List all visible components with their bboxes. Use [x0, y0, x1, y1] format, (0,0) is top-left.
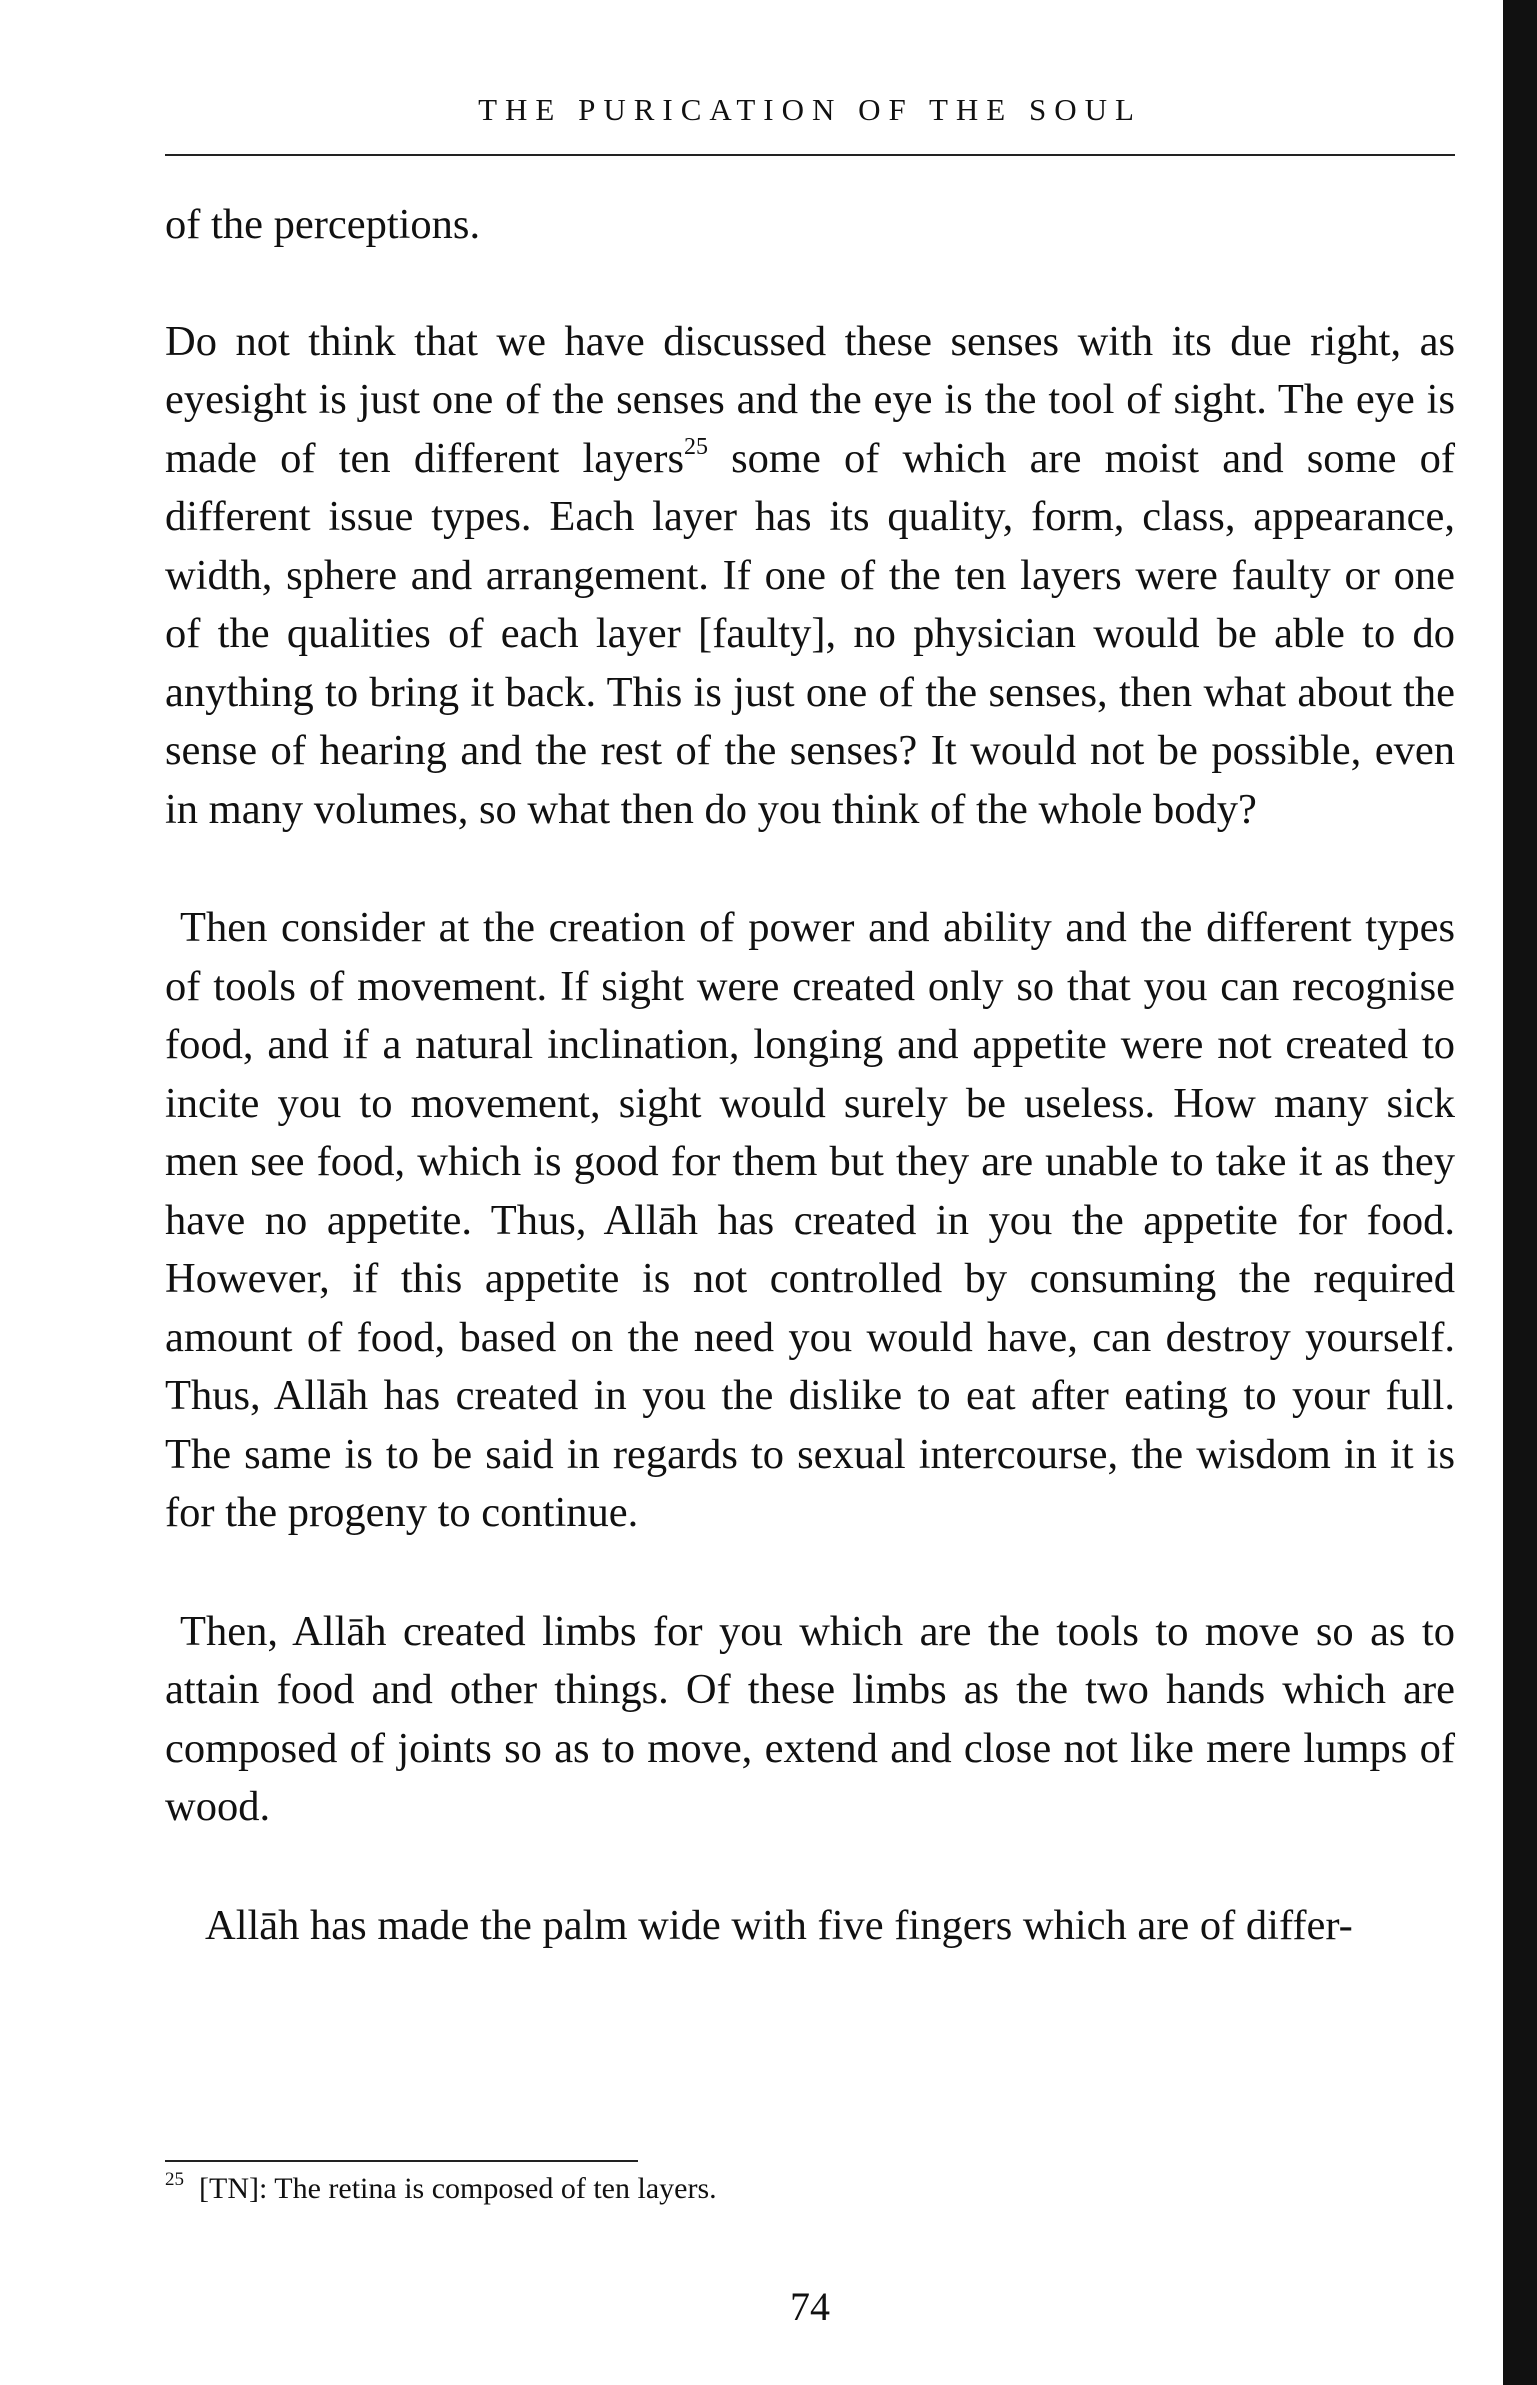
footnote-marker: 25: [165, 2169, 184, 2190]
paragraph-2: [165, 313, 1455, 840]
footnote-text: [TN]: The retina is composed of ten layers.: [199, 2172, 717, 2205]
paragraph-2-text-after: some of which are moist and some of different issue types. Each layer has its quality, form, class, appearance, width, sphere and arrangement. If one of the ten layers were faulty or one of the qualities of each layer [faulty], no physician would be able to do anything to bring it back. This is just one of the senses, then what about the sense of hearing and the rest of the senses? It would not be possible, even in many volumes, so what then do you think of the whole body?: [165, 434, 1455, 833]
page-edge-shadow: [1503, 0, 1537, 2385]
footnote-reference: 25: [683, 433, 708, 460]
running-header: THE PURICATION OF THE SOUL: [478, 92, 1142, 127]
body-text: [165, 196, 1455, 1955]
page-number: 74: [790, 2284, 830, 2329]
paragraph-1: of the perceptions.: [165, 201, 481, 248]
footnote-rule: [165, 2160, 638, 2162]
paragraph-3: Then consider at the creation of power and ability and the different types of tools of movement. If sight were created only so that you can recognise food, and if a natural inclination, longing and appetite were not created to incite you to movement, sight would surely be useless. How many sick men see food, which is good for them but they are unable to take it as they have no appetite. Thus, Allāh has created in you the appetite for food. However, if this appetite is not controlled by consuming the required amount of food, based on the need you would have, can destroy yourself. Thus, Allāh has created in you the dislike to eat after eating to your full. The same is to be said in regards to sexual intercourse, the wisdom in it is for the progeny to continue.: [165, 904, 1455, 1536]
paragraph-4: Then, Allāh created limbs for you which are the tools to move so as to attain food and other things. Of these limbs as the two hands which are composed of joints so as to move, extend and close not like mere lumps of wood.: [165, 1607, 1455, 1830]
footnote: [165, 2165, 717, 2213]
header-rule: [165, 154, 1455, 156]
paragraph-5: Allāh has made the palm wide with five fingers which are of differ-: [205, 1901, 1353, 1949]
paragraph-2-text-before: Do not think that we have discussed these senses with its due right, as eyesight is just one of the senses and the eye is the tool of sight. The eye is made of ten different layers: [165, 317, 1455, 482]
